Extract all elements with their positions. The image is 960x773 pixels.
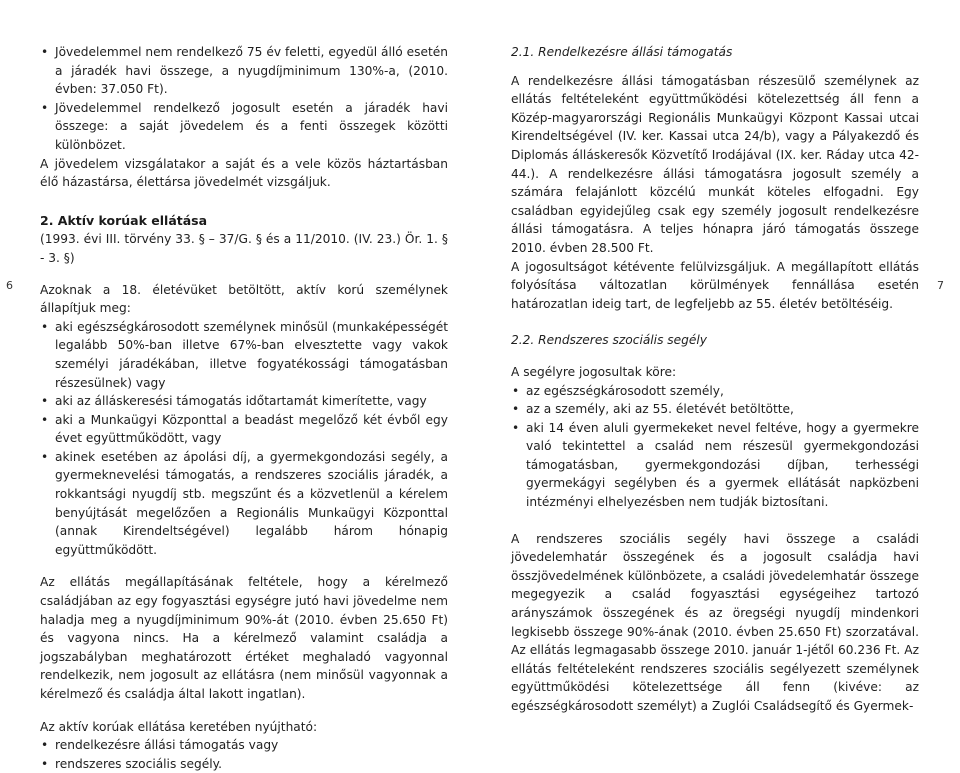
forms-intro: Az aktív korúak ellátása keretében nyújtható:	[40, 719, 318, 734]
allowance-amount-list	[40, 43, 448, 155]
bullet-icon: •	[41, 412, 49, 427]
left-page-column	[40, 43, 448, 773]
eligibility-list	[40, 318, 448, 560]
page-number-right: 7	[937, 279, 944, 292]
list-item: • Jövedelemmel nem rendelkező 75 év feletti, egyedül álló esetén a járadék havi összege, a nyugdíjminimum 130%-a, (2010. évben: 37.050 Ft).	[41, 45, 448, 97]
subsection-2-2-heading: 2.2. Rendszeres szociális segély	[511, 333, 707, 348]
list-item: • aki egészségkárosodott személynek minősül (munkaképességét legalább 50%-ban illetve 67%-ban elvesztette vagy vakok személyi járadékában, illetve fogyatékossági támogatásban részesülnek) vagy	[41, 319, 448, 390]
list-item: • az egészségkárosodott személy,	[511, 382, 919, 401]
review-paragraph: A jogosultságot kétévente felülvizsgáljuk. A megállapított ellátás folyósítása változatlan körülmények fennállása esetén határozatlan ideig tart, de legfeljebb az 55. életév betöltéséig.	[511, 259, 919, 311]
condition-paragraph: Az ellátás megállapításának feltétele, hogy a kérelmező családjában az egy fogyasztási egységre jutó havi jövedelme nem haladja meg a nyugdíjminimum 90%-át (2010. évben 25.650 Ft) és vagyona nincs. Ha a kérelmező valamint családja a jogszabályban meghatározott értéket meghaladó vagyonnal rendelkezik, nem jogosult az ellátásra (nem minősül vagyonnak a kérelmező és családja által lakott ingatlan).	[40, 575, 448, 701]
list-item: • akinek esetében az ápolási díj, a gyermekgondozási segély, a gyermeknevelési támogatás, a rendszeres szociális járadék, a rokkantsági nyugdíj stb. megszűnt és a közvetlenül a kérelem benyújtását megelőzően a Regionális Munkaügyi Központtal (annak Kirendeltségével) legalább három hónapig együttműködött.	[41, 449, 448, 557]
aid-eligibility-list	[511, 382, 919, 512]
bullet-icon: •	[41, 738, 49, 753]
bullet-icon: •	[41, 449, 49, 464]
bullet-icon: •	[512, 383, 520, 398]
right-page-column	[511, 43, 919, 716]
list-item: • aki 14 éven aluli gyermekeket nevel feltéve, hogy a gyermekre való tekintettel a család nem részesül gyermekgondozási támogatásban, gyermekgondozási díjban, terhességi gyermekágyi segélyben és a gyermek ellátását napközbeni intézményi elhelyezésben nem tudják biztosítani.	[512, 420, 919, 510]
aid-amount-paragraph: A rendszeres szociális segély havi összege a családi jövedelemhatár összegének és a jogosult családja havi összjövedelmének különbözete, a családi jövedelemhatár összege megegyezik a család fogyasztási egységeihez tartozó arányszámok összegének és az öregségi nyugdíj mindenkori legkisebb összege 90%-ának (2010. évben 25.650 Ft) szorzatával. Az ellátás legmagasabb összege 2010. január 1-jétől 60.236 Ft. Az ellátás feltételeként rendszeres szociális segélyezett személynek együttműködési kötelezettsége áll fenn (kivéve: az egészségkárosodott személyt) a Zuglói Családsegítő és Gyermek-	[511, 531, 919, 713]
list-item: • rendelkezésre állási támogatás vagy	[40, 736, 448, 755]
list-item: • aki az álláskeresési támogatás időtartamát kimerítette, vagy	[40, 392, 448, 411]
list-item: • az a személy, aki az 55. életévét betöltötte,	[511, 400, 919, 419]
forms-list	[40, 736, 448, 773]
bullet-icon: •	[41, 100, 49, 115]
subsection-2-1-heading: 2.1. Rendelkezésre állási támogatás	[511, 45, 733, 59]
bullet-icon: •	[41, 45, 49, 59]
list-item: • aki a Munkaügyi Központtal a beadást megelőző két évből egy évet együttműködött, vagy	[41, 412, 448, 446]
bullet-icon: •	[41, 394, 49, 409]
bullet-icon: •	[512, 402, 520, 417]
income-check-paragraph: A jövedelem vizsgálatakor a saját és a vele közös háztartásban élő házastársa, élettársa jövedelmét vizsgáljuk.	[40, 156, 448, 190]
list-item: • rendszeres szociális segély.	[40, 755, 448, 773]
bullet-icon: •	[41, 319, 49, 334]
eligibility-intro: Azoknak a 18. életévüket betöltött, aktív korú személynek állapítjuk meg:	[40, 282, 448, 316]
list-item: • Jövedelemmel rendelkező jogosult esetén a járadék havi összege: a saját jövedelem és a fenti összegek közötti különbözet.	[41, 100, 448, 152]
page-number-left: 6	[6, 279, 13, 292]
bullet-icon: •	[512, 420, 520, 435]
aid-eligibility-intro: A segélyre jogosultak köre:	[511, 364, 677, 379]
availability-support-paragraph: A rendelkezésre állási támogatásban részesülő személynek az ellátás feltételeként együttműködési kötelezettség áll fenn a Közép-magyarországi Regionális Munkaügyi Központ Kassai utcai Kirendeltségével (IV. ker. Kassai utca 24/b), vagy a Pályakezdő és Diplomás álláskeresők Közvetítő Irodájával (IX. ker. Ráday utca 42-44.). A rendelkezésre állási támogatásra jogosult személy a számára felajánlott közcélú munkát köteles elfogadni. Egy családban egyidejűleg csak egy személy jogosult rendelkezésre állási támogatásra. A teljes hónapra járó támogatás összege 2010. évben 28.500 Ft.	[511, 73, 919, 255]
section-2-heading: 2. Aktív korúak ellátása	[40, 212, 208, 228]
bullet-icon: •	[41, 756, 49, 771]
section-2-legal-reference: (1993. évi III. törvény 33. § – 37/G. § és a 11/2010. (IV. 23.) Ör. 1. § - 3. §)	[40, 232, 448, 265]
